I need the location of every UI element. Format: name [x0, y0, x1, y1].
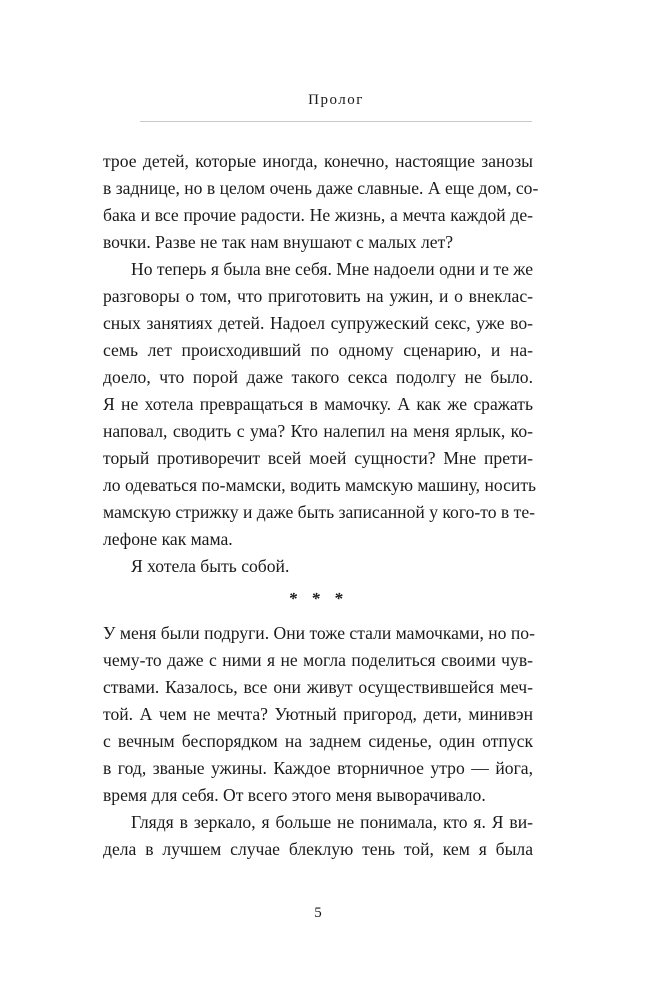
text-line: ствами. Казалось, все они живут осуществившейся меч- [103, 677, 533, 697]
text-line: Глядя в зеркало, я больше не понимала, кто я. Я ви- [131, 812, 533, 832]
text-line: наповал, сводить с ума? Кто налепил на меня ярлык, ко- [103, 421, 533, 441]
text-line: дела в лучшем случае блеклую тень той, кем я была [103, 839, 533, 859]
text-line: время для себя. От всего этого меня выворачивало. [103, 785, 486, 805]
text-block-second [103, 620, 533, 863]
text-line: торый противоречит всей моей сущности? Мне прети- [103, 448, 533, 468]
section-break: * * * [288, 589, 348, 608]
text-line: в заднице, но в целом очень даже славные. А еще дом, со- [103, 178, 539, 198]
text-line: Я не хотела превращаться в мамочку. А как же сражать [103, 394, 533, 414]
text-line: мамскую стрижку и даже быть записанной у кого-то в те- [103, 502, 535, 522]
text-line: У меня были подруги. Они тоже стали мамочками, но по- [103, 623, 535, 643]
text-line: Я хотела быть собой. [131, 556, 290, 576]
text-line: с вечным беспорядком на заднем сиденье, один отпуск [103, 731, 533, 751]
text-line: ло одеваться по-мамски, водить мамскую машину, носить [103, 475, 537, 495]
text-line: в год, званые ужины. Каждое вторничное утро — йога, [103, 758, 533, 778]
text-line: лефоне как мама. [103, 529, 233, 549]
text-line: трое детей, которые иногда, конечно, настоящие занозы [103, 151, 533, 171]
text-line: той. А чем не мечта? Уютный пригород, дети, минивэн [103, 704, 533, 724]
text-line: бака и все прочие радости. Не жизнь, а мечта каждой де- [103, 205, 533, 225]
header-rule [140, 121, 532, 122]
text-block-first [103, 148, 539, 580]
text-line: Но теперь я была вне себя. Мне надоели одни и те же [131, 259, 534, 279]
text-line: доело, что порой даже такого секса подолгу не было. [103, 367, 533, 387]
running-head: Пролог [308, 92, 364, 108]
page-number: 5 [314, 905, 322, 921]
text-line: разговоры о том, что приготовить на ужин, и о внеклас- [103, 286, 533, 306]
text-line: вочки. Разве не так нам внушают с малых лет? [103, 232, 454, 252]
text-line: сных занятиях детей. Надоел супружеский секс, уже во- [103, 313, 533, 333]
text-line: чему-то даже с ними я не могла поделиться своими чув- [103, 650, 533, 670]
text-line: семь лет происходивший по одному сценарию, и на- [103, 340, 533, 360]
